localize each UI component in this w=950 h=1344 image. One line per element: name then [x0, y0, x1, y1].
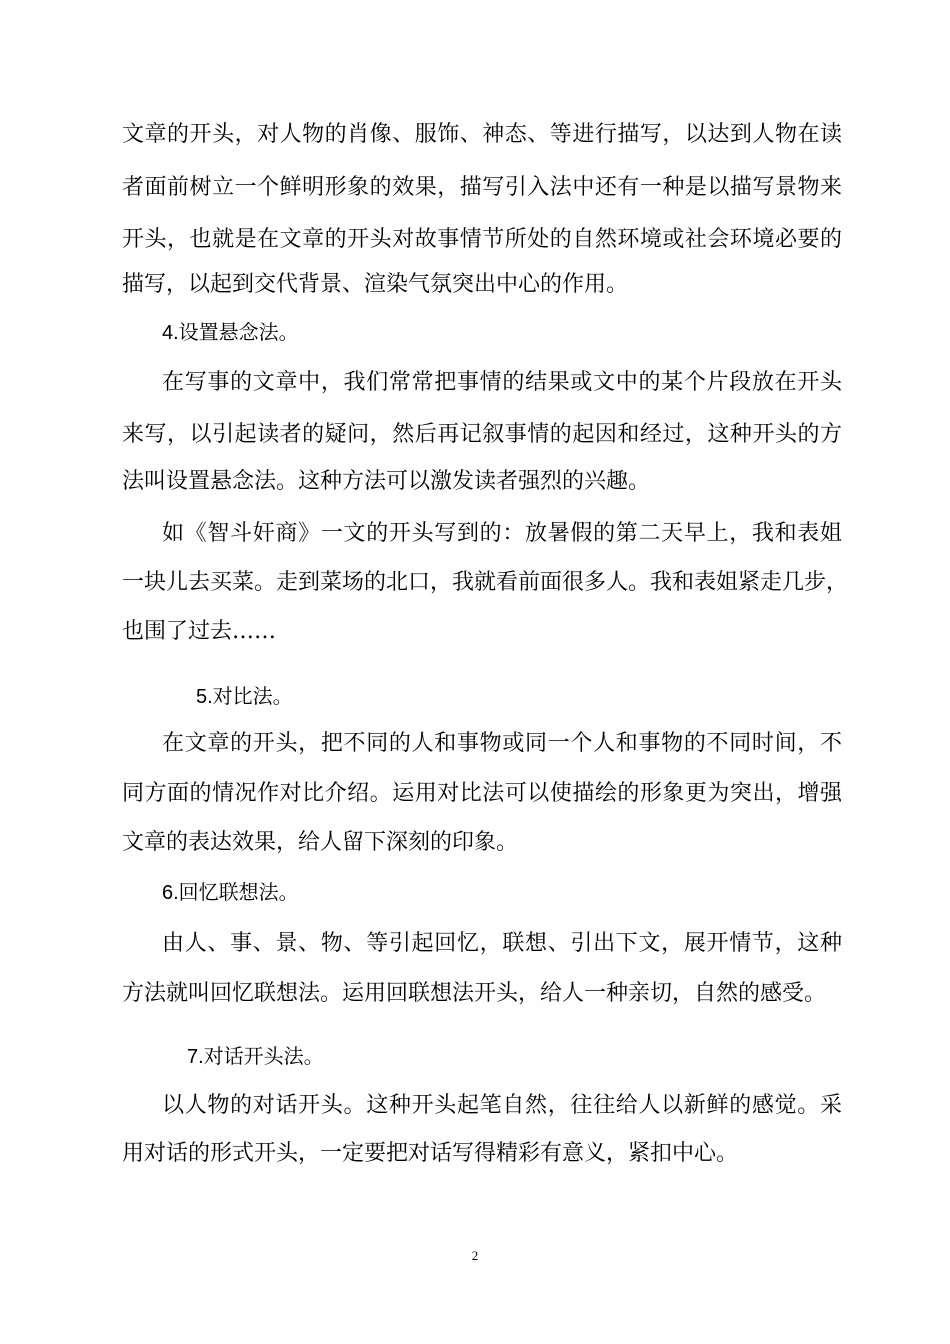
- paragraph-7-line-2: 用对话的形式开头，一定要把对话写得精彩有意义，紧扣中心。: [122, 1141, 739, 1166]
- paragraph-1-line-3: 开头，也就是在文章的开头对故事情节所处的自然环境或社会环境必要的: [122, 227, 842, 252]
- paragraph-5-line-1: 在文章的开头，把不同的人和事物或同一个人和事物的不同时间，不: [162, 731, 842, 756]
- paragraph-4b-line-3: 也围了过去……: [122, 619, 277, 644]
- paragraph-7-line-1: 以人物的对话开头。这种开头起笔自然，往往给人以新鲜的感觉。采: [162, 1093, 842, 1118]
- paragraph-1-line-1: 文章的开头，对人物的肖像、服饰、神态、等进行描写，以达到人物在读: [122, 122, 842, 147]
- paragraph-4-line-3: 法叫设置悬念法。这种方法可以激发读者强烈的兴趣。: [122, 469, 651, 494]
- page-number: 2: [471, 1248, 479, 1263]
- paragraph-5-line-2: 同方面的情况作对比介绍。运用对比法可以使描绘的形象更为突出，增强: [122, 781, 842, 806]
- paragraph-4-line-1: 在写事的文章中，我们常常把事情的结果或文中的某个片段放在开头: [162, 370, 842, 395]
- paragraph-4b-line-2: 一块儿去买菜。走到菜场的北口，我就看前面很多人。我和表姐紧走几步，: [122, 570, 849, 595]
- paragraph-5-line-3: 文章的表达效果，给人留下深刻的印象。: [122, 830, 519, 855]
- paragraph-6-line-2: 方法就叫回忆联想法。运用回联想法开头，给人一种亲切，自然的感受。: [122, 981, 827, 1006]
- section-heading-5: 5.对比法。: [196, 686, 293, 708]
- paragraph-1-line-4: 描写，以起到交代背景、渲染气氛突出中心的作用。: [122, 272, 629, 297]
- section-heading-4: 4.设置悬念法。: [162, 322, 299, 344]
- paragraph-6-line-1: 由人、事、景、物、等引起回忆，联想、引出下文，展开情节，这种: [162, 931, 842, 956]
- paragraph-4-line-2: 来写，以引起读者的疑问，然后再记叙事情的起因和经过，这种开头的方: [122, 422, 842, 447]
- paragraph-4b-line-1: 如《智斗奸商》一文的开头写到的：放暑假的第二天早上，我和表姐: [162, 521, 842, 546]
- section-heading-6: 6.回忆联想法。: [162, 882, 299, 904]
- paragraph-1-line-2: 者面前树立一个鲜明形象的效果，描写引入法中还有一种是以描写景物来: [122, 175, 842, 200]
- section-heading-7: 7.对话开头法。: [187, 1046, 324, 1068]
